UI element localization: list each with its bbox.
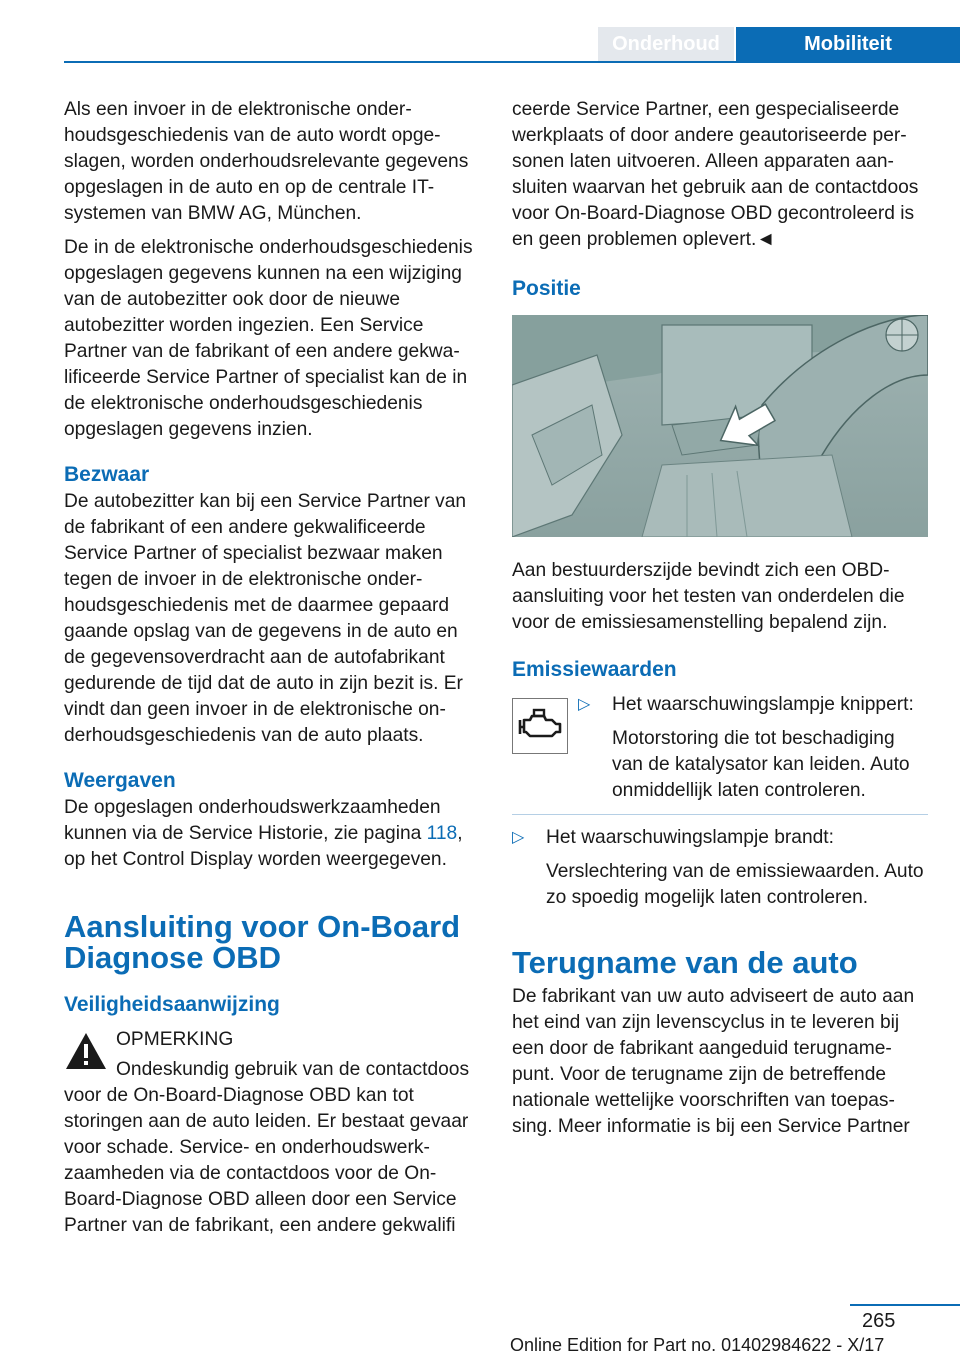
heading-terugname: Terugname van de auto xyxy=(512,945,858,980)
list-item-brandt xyxy=(512,825,928,911)
right-column xyxy=(512,97,928,1148)
heading-obd: Aansluiting voor On-Board Diagnose OBD xyxy=(64,909,461,975)
list-item-text: Het waarschuwingslampje knippert: xyxy=(612,694,914,715)
list-divider xyxy=(512,814,928,815)
page-link-118[interactable]: 118 xyxy=(426,823,458,844)
list-item-subtext: Motorstoring die tot beschadiging van de katalysator kan leiden. Auto onmiddellijk laten controleren. xyxy=(612,728,910,801)
list-item-subtext: Verslechtering van de emissiewaarden. Auto zo spoedig mogelijk laten controleren. xyxy=(546,861,924,908)
warning-heading: OPMERKING xyxy=(116,1029,234,1050)
list-item-text: Het waarschuwingslampje brandt: xyxy=(546,827,834,848)
left-column xyxy=(64,97,478,1247)
weergaven-text-a: De opgeslagen onderhoudswerkzaamheden kunnen via de Service Historie, zie pagina xyxy=(64,797,441,844)
heading-veiligheid: Veiligheidsaanwijzing xyxy=(64,993,280,1016)
heading-weergaven: Weergaven xyxy=(64,769,176,792)
heading-emissiewaarden: Emissiewaarden xyxy=(512,658,677,681)
paragraph-invoer: Als een invoer in de elektronische onderhoudsgeschiedenis van de auto wordt opgeslagen, worden onderhoudsrelevante gegevens opgeslagen in de auto en op de centrale IT-systemen van BMW AG, München. xyxy=(64,99,469,224)
obd-position-photo xyxy=(512,315,928,537)
warning-text-content: Ondeskundig gebruik van de contactdoos voor de On-Board-Diagnose OBD kan tot storingen aan de auto leiden. Er bestaat gevaar voor schade. Service- en onderhoudswerkzaamheden via de contactdoos voor de On-Board-Diagnose OBD alleen door een Service Partner van de fabrikant, een andere gekwalifi xyxy=(64,1059,470,1236)
footer-divider xyxy=(850,1304,960,1306)
warning-text-continued: ceerde Service Partner, een gespecialiseerde werkplaats of door andere geautoriseerde personen laten uitvoeren. Alleen apparaten aansluiten waarvan het gebruik aan de contactdoos voor On-Board-Diagnose OBD gecontroleerd is en geen problemen oplevert.◄ xyxy=(512,99,919,250)
check-engine-icon xyxy=(512,698,568,754)
paragraph-weergaven xyxy=(64,795,478,873)
list-marker: ▷ xyxy=(578,696,591,713)
tab-onderhoud[interactable]: Onderhoud xyxy=(598,27,734,61)
header-divider xyxy=(64,61,960,63)
tab-mobiliteit[interactable]: Mobiliteit xyxy=(736,27,960,61)
heading-bezwaar: Bezwaar xyxy=(64,463,150,486)
paragraph-terugname: De fabrikant van uw auto adviseert de auto aan het eind van zijn levenscyclus in te leveren bij een door de fabrikant aangeduid terugnamepunt. Voor de terugname zijn de betreffende nationale wettelijke voorschriften van toepassing. Meer informatie is bij een Service Partner xyxy=(512,986,915,1137)
emission-list xyxy=(512,692,928,911)
list-item-knippert xyxy=(578,692,928,804)
list-marker: ▷ xyxy=(512,829,525,846)
page-number: 265 xyxy=(862,1310,896,1332)
heading-positie: Positie xyxy=(512,277,581,300)
page-header xyxy=(0,0,960,62)
paragraph-positie: Aan bestuurderszijde bevindt zich een OBD-aansluiting voor het testen van onderdelen die voor de emissiesamenstelling bepalend zijn. xyxy=(512,560,905,633)
paragraph-inzien: De in de elektronische onderhoudsgeschiedenis opgeslagen gegevens kunnen na een wijziging van de autobezitter ook door de nieuwe autobezitter worden ingezien. Een Service Partner van de fabrikant of een andere gekwalificeerde Service Partner of specialist kan de in de elektronische onderhoudsgeschiedenis opgeslagen gegevens inzien. xyxy=(64,237,473,440)
edition-text: Online Edition for Part no. 01402984622 - X/17 xyxy=(510,1335,885,1355)
warning-triangle-icon xyxy=(64,1031,108,1071)
weergaven-text-b: , op het Control Display worden weergegeven. xyxy=(64,823,463,870)
paragraph-bezwaar: De autobezitter kan bij een Service Partner van de fabrikant of een andere gekwalificeerde Service Partner of specialist bezwaar maken tegen de invoer in de elektronische onderhoudsgeschiedenis met de daarmee gepaard gaande opslag van de gegevens in de auto en de gegevensoverdracht aan de autofabrikant gedurende de tijd dat de auto in zijn bezit is. Er vindt dan geen invoer in de elektronische onderhoudsgeschiedenis van de auto plaats. xyxy=(64,491,467,746)
warning-notice xyxy=(64,1027,478,1093)
